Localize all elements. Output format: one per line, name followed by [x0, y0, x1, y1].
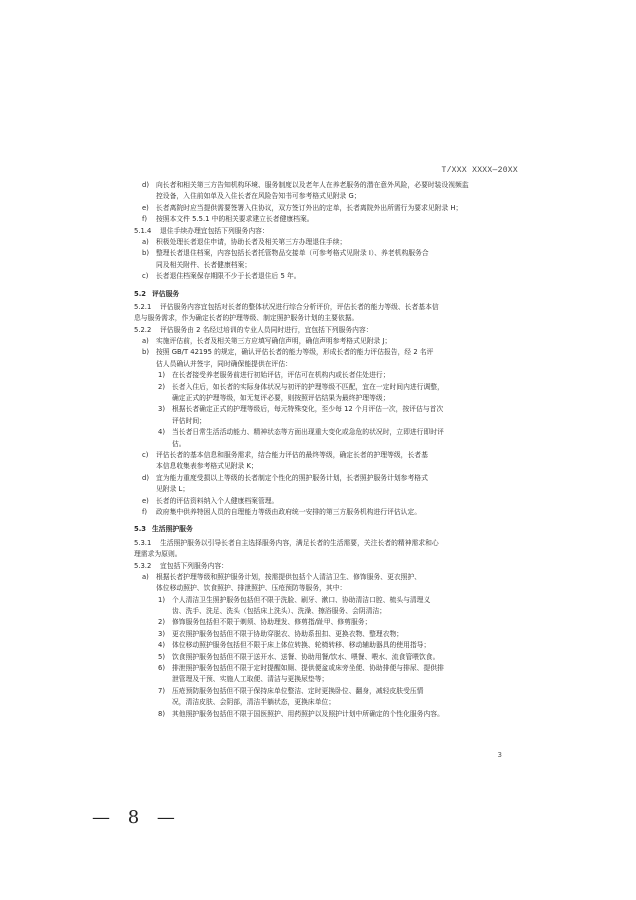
body-line — [134, 427, 504, 438]
body-line — [134, 461, 504, 472]
clause-text: 确定正式的护理等级，如无复评必要，则按照评估结果为最终护理等级； — [172, 394, 390, 403]
clause-text: 向长者和相关第三方告知机构环境、服务制度以及老年人在养老服务的潜在意外风险，必要时装设视频监 — [156, 181, 469, 189]
body-line — [134, 248, 504, 259]
clause-text: 在长者接受养老服务前进行初始评估，评估可在机构内或长者住处进行； — [172, 371, 390, 380]
body-line — [134, 404, 504, 415]
clause-text: 压疮预防服务包括但不限于保持床单位整洁、定时更换卧位、翻身，减轻皮肤受压情 — [172, 686, 424, 695]
clause-marker: d) — [142, 181, 149, 189]
clause-marker: 4) — [158, 641, 165, 650]
clause-text: 泄管理及干预、实施人工取便、清洁与更换尿垫等； — [172, 675, 329, 684]
clause-text: 估人员确认并签字，同时确保能提供在评估： — [156, 359, 292, 368]
section-heading — [134, 524, 504, 535]
body-line — [134, 347, 504, 358]
clause-marker: b) — [142, 348, 149, 357]
clause-text: 理需求为原则。 — [134, 550, 182, 559]
clause-text: 当长者日常生活活动能力、精神状态等方面出现重大变化或急危的状况时，立即进行即时评 — [172, 428, 444, 437]
clause-marker: 2) — [158, 382, 165, 391]
body-line — [134, 484, 504, 495]
clause-marker: 5.3.2 — [134, 561, 152, 570]
body-line — [134, 382, 504, 393]
clause-marker: 5.3 — [134, 525, 147, 534]
body-line — [134, 595, 504, 606]
clause-text: 根据长者确定正式的护理等级后，每元特殊变化，至少每 12 个月评估一次，按评估与首次 — [172, 405, 444, 414]
clause-text: 宜为能力重度受损以上等级的长者制定个性化的照护服务计划，长者照护服务计划参考格式 — [156, 473, 428, 482]
clause-text: 实施评估前，长者及相关第三方应填写确信声明，确信声明参考格式见附录 J； — [156, 337, 392, 346]
clause-marker: e) — [142, 203, 149, 212]
clause-marker: 3) — [158, 629, 165, 638]
clause-text: 生活照护服务以引导长者自主选择服务内容，满足长者的生活需要，关注长者的精神需求和心 — [160, 538, 439, 547]
clause-marker: f) — [142, 507, 148, 516]
clause-text: 宜包括下列服务内容： — [160, 561, 228, 570]
document-body — [134, 180, 504, 720]
body-line — [134, 370, 504, 381]
clause-marker: a) — [142, 572, 149, 581]
clause-text: 积极处理长者退住申请，协助长者及相关第三方办理退住手续； — [156, 237, 347, 246]
body-line — [134, 561, 504, 572]
body-line — [134, 697, 504, 708]
clause-marker: 8) — [158, 709, 165, 718]
clause-marker: 5) — [158, 652, 165, 661]
clause-marker: e) — [142, 496, 149, 505]
sheet-page-number: — 8 — — [92, 807, 181, 828]
body-line — [134, 313, 504, 324]
body-line — [134, 709, 504, 720]
clause-text: 本信息收集表参考格式见附录 K； — [156, 462, 258, 471]
clause-text: 整理长者退住档案，内容包括长者托管物品交接单（可参考格式见附录 I）、养老机构服务合 — [156, 249, 429, 258]
clause-marker: d) — [142, 473, 149, 482]
clause-marker: 1) — [158, 595, 165, 604]
body-line — [134, 336, 504, 347]
clause-text: 长者离院时应当提供需要签署入住协议，双方签订外出的定单，长者离院外出所需行为要求见附录 H； — [156, 203, 463, 212]
body-line — [134, 450, 504, 461]
clause-text: 长者的评估资料纳入个人健康档案管理。 — [156, 496, 279, 505]
clause-text: 评估服务 — [152, 289, 180, 298]
clause-marker: c) — [142, 272, 149, 281]
clause-marker: 7) — [158, 686, 165, 695]
clause-text: 按照本文件 5.5.1 中的相关要求建立长者健康档案。 — [156, 215, 314, 224]
clause-text: 修饰服务包括但不限于剃须、协助理发、修剪指/趾甲、修剪服务； — [172, 618, 372, 627]
body-line — [134, 640, 504, 651]
clause-marker: 6) — [158, 664, 165, 673]
clause-marker: c) — [142, 450, 149, 459]
body-line — [134, 538, 504, 549]
clause-text: 其他照护服务包括但不限于国医照护、用药照护以及照护计划中所确定的个性化服务内容。 — [172, 709, 444, 718]
clause-marker: 4) — [158, 428, 165, 437]
clause-marker: 5.2.1 — [134, 302, 152, 311]
page-number: 3 — [497, 751, 502, 759]
clause-text: 评估服务由 2 名经过培训的专业人员同时进行，宜包括下列服务内容： — [160, 325, 373, 334]
clause-marker: 1) — [158, 371, 165, 380]
clause-text: 退住手续办理宜包括下列服务内容： — [160, 226, 269, 235]
clause-marker: 5.2 — [134, 289, 147, 298]
body-line — [134, 180, 504, 191]
clause-text: 同及相关附件、长者健康档案； — [156, 260, 252, 269]
clause-text: 饮食照护服务包括但不限于送开水、送餐、协助用餐/饮水、喂餐、喂水、流食管喂饮食。 — [172, 652, 440, 661]
body-line — [134, 393, 504, 404]
clause-text: 齿、洗手、洗足、洗头（包括床上洗头）、洗澡、擦浴服务、会阴清洁； — [172, 607, 387, 616]
clause-text: 体位移动照护、饮食照护、排泄照护、压疮预防等服务，其中： — [156, 584, 347, 593]
clause-text: 长者退住档案保存期限不少于长者退住后 5 年。 — [156, 272, 301, 281]
body-line — [134, 663, 504, 674]
body-line — [134, 617, 504, 628]
body-line — [134, 652, 504, 663]
body-line — [134, 439, 504, 450]
clause-text: 根据长者护理等级和照护服务计划，按需提供包括个人清洁卫生、修饰服务、更衣照护、 — [156, 572, 422, 581]
body-line — [134, 507, 504, 518]
clause-text: 估。 — [172, 439, 186, 448]
clause-text: 评估服务内容宜包括对长者的整体状况进行综合分析评价，评估长者的能力等级、长者基本信 — [160, 302, 439, 311]
clause-text: 息与服务需求，作为确定长者的护理等级、制定照护服务计划的主要依据。 — [134, 314, 359, 323]
clause-marker: 3) — [158, 405, 165, 414]
clause-text: 按照 GB/T 42195 的规定，确认评估长者的能力等级，形成长者的能力评估报告，经 2 名评 — [156, 348, 434, 357]
clause-marker: a) — [142, 237, 149, 246]
clause-marker: f) — [142, 215, 148, 224]
section-heading — [134, 289, 504, 300]
clause-text: 生活照护服务 — [152, 525, 193, 534]
body-line — [134, 674, 504, 685]
clause-text: 见附录 L； — [156, 485, 190, 494]
clause-text: 政府集中供养特困人员的自理能力等级由政府统一安排的第三方服务机构进行评估认定。 — [156, 507, 422, 516]
clause-marker: 5.1.4 — [134, 226, 152, 235]
clause-marker: b) — [142, 249, 149, 258]
clause-marker: 2) — [158, 618, 165, 627]
body-line — [134, 606, 504, 617]
body-line — [134, 260, 504, 271]
clause-marker: 5.3.1 — [134, 538, 152, 547]
clause-text: 况，清洁皮肤、会阴部，清洁半躺状态，更换床单位； — [172, 698, 336, 707]
body-line — [134, 359, 504, 370]
body-line — [134, 191, 504, 202]
body-line — [134, 473, 504, 484]
body-line — [134, 203, 504, 214]
body-line — [134, 583, 504, 594]
body-line — [134, 237, 504, 248]
clause-text: 控设备，入住前如单及入住长者在风险告知书可参考格式见附录 G； — [156, 192, 361, 201]
clause-text: 体位移动照护服务包括但不限于床上体位转换、轮椅转移、移动辅助器具的使用指导； — [172, 641, 431, 650]
body-line — [134, 416, 504, 427]
body-line — [134, 629, 504, 640]
clause-text: 评估长者的基本信息和服务需求，结合能力评估的最终等级，确定长者的护理等级，长者基 — [156, 450, 428, 459]
clause-text: 更衣照护服务包括但不限于协助穿脱衣、协助系扭扣、更换衣物、整理衣物； — [172, 629, 404, 638]
clause-text: 个人清洁卫生照护服务包括但不限于洗脸、刷牙、漱口、协助清洁口腔、梳头与清理义 — [172, 595, 431, 604]
body-line — [134, 226, 504, 237]
body-line — [134, 572, 504, 583]
document-number: T/XXX XXXX—20XX — [441, 166, 518, 175]
body-line — [134, 325, 504, 336]
clause-text: 排泄照护服务包括但不限于定时提醒如厕、提供便盆或床旁坐便、协助排便与排尿、提供排 — [172, 664, 444, 673]
body-line — [134, 686, 504, 697]
body-line — [134, 496, 504, 507]
body-line — [134, 302, 504, 313]
clause-marker: 5.2.2 — [134, 325, 152, 334]
body-line — [134, 271, 504, 282]
body-line — [134, 214, 504, 225]
clause-marker: a) — [142, 337, 149, 346]
clause-text: 评估时间； — [172, 416, 206, 425]
body-line — [134, 549, 504, 560]
clause-text: 长者入住后，如长者的实际身体状况与初评的护理等级不匹配，宜在一定时间内进行调整， — [172, 382, 444, 391]
